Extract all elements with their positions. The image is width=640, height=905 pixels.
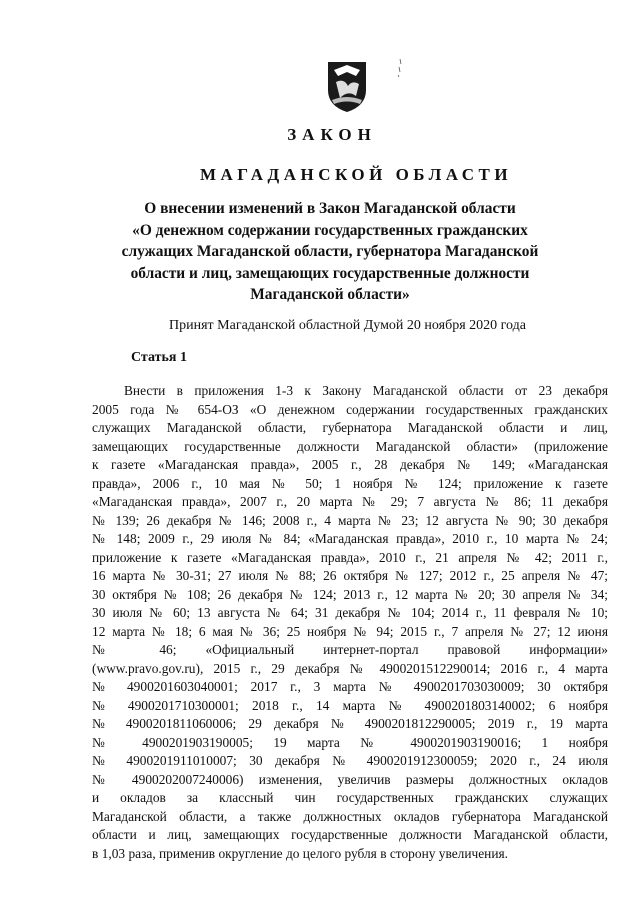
body-line: области и лиц, замещающих государственные должности Магаданской области, — [92, 827, 608, 842]
law-subject-title — [100, 198, 560, 306]
body-line: № 139; 26 декабря № 146; 2008 г., 4 марта № 23; 12 августа № 90; 30 декабря — [92, 512, 608, 528]
subject-line: области и лиц, замещающих государственные должности — [130, 264, 530, 282]
body-line: и окладов за классный чин государственных гражданских служащих — [92, 790, 608, 805]
body-line: 12 марта № 18; 6 мая № 36; 25 ноября № 94; 2015 г., 7 апреля № 27; 12 июня — [92, 623, 608, 639]
document-type-heading: ЗАКОН — [287, 125, 377, 144]
body-line: 16 марта № 30-31; 27 июля № 88; 26 октября № 127; 2012 г., 25 апреля № 47; — [92, 568, 608, 583]
body-line: № 4900202007240006) изменения, увеличив размеры должностных окладов — [92, 771, 608, 787]
body-line: № 148; 2009 г., 29 июля № 84; «Магаданская правда», 2010 г., 10 марта № 24; — [92, 531, 608, 546]
body-line: «Магаданская правда», 2007 г., 20 марта № 29; 7 августа № 86; 11 декабря — [92, 494, 608, 509]
handwritten-mark — [396, 58, 404, 78]
body-line: служащих Магаданской области, губернатора Магаданской области и лиц, — [92, 420, 608, 435]
article-heading: Статья 1 — [131, 350, 187, 365]
subject-line: О внесении изменений в Закон Магаданской области — [144, 200, 516, 217]
body-line: Магаданской области, а также должностных окладов губернатора Магаданской — [92, 808, 608, 824]
coat-of-arms-emblem — [326, 60, 368, 114]
body-line: Внести в приложения 1-3 к Закону Магаданской области от 23 декабря — [124, 383, 608, 398]
body-line: № 4900201603040001; 2017 г., 3 марта № 4900201703030009; 30 октября — [92, 679, 608, 694]
article-body — [92, 382, 608, 863]
body-line: № 4900201811060006; 29 декабря № 4900201812290005; 2019 г., 19 марта — [92, 716, 608, 731]
adoption-statement: Принят Магаданской областной Думой 20 ноября 2020 года — [169, 318, 526, 333]
body-line: № 4900201710300001; 2018 г., 14 марта № 4900201803140002; 6 ноября — [92, 697, 608, 713]
body-line: 30 июля № 60; 13 августа № 64; 31 декабря № 104; 2014 г., 11 февраля № 10; — [92, 605, 608, 620]
subject-line: служащих Магаданской области, губернатора Магаданской — [121, 243, 539, 260]
body-line: № 4900201903190005; 19 марта № 4900201903190016; 1 ноября — [92, 734, 608, 750]
body-line: замещающих государственные должности Магаданской области» (приложение — [92, 438, 608, 454]
body-line: 30 октября № 108; 26 декабря № 124; 2013 г., 12 марта № 20; 30 апреля № 34; — [92, 586, 608, 602]
body-line: в 1,03 раза, применив округление до целого рубля в сторону увеличения. — [92, 845, 509, 861]
body-line: к газете «Магаданская правда», 2005 г., 28 декабря № 149; «Магаданская — [92, 457, 608, 472]
subject-line: «О денежном содержании государственных гражданских — [132, 221, 528, 239]
region-heading: МАГАДАНСКОЙ ОБЛАСТИ — [199, 165, 513, 184]
body-line: 2005 года № 654-ОЗ «О денежном содержании государственных гражданских — [92, 401, 608, 417]
body-line: приложение к газете «Магаданская правда», 2010 г., 21 апреля № 42; 2011 г., — [92, 549, 608, 565]
body-line: правда», 2006 г., 10 мая № 50; 1 ноября № 124; приложение к газете — [92, 475, 608, 491]
body-line: № 46; «Официальный интернет-портал правовой информации» — [92, 642, 608, 657]
body-line: (www.pravo.gov.ru), 2015 г., 29 декабря № 4900201512290014; 2016 г., 4 марта — [92, 660, 608, 676]
body-line: № 4900201911010007; 30 декабря № 4900201912300059; 2020 г., 24 июля — [92, 753, 608, 768]
subject-line: Магаданской области» — [250, 286, 410, 303]
